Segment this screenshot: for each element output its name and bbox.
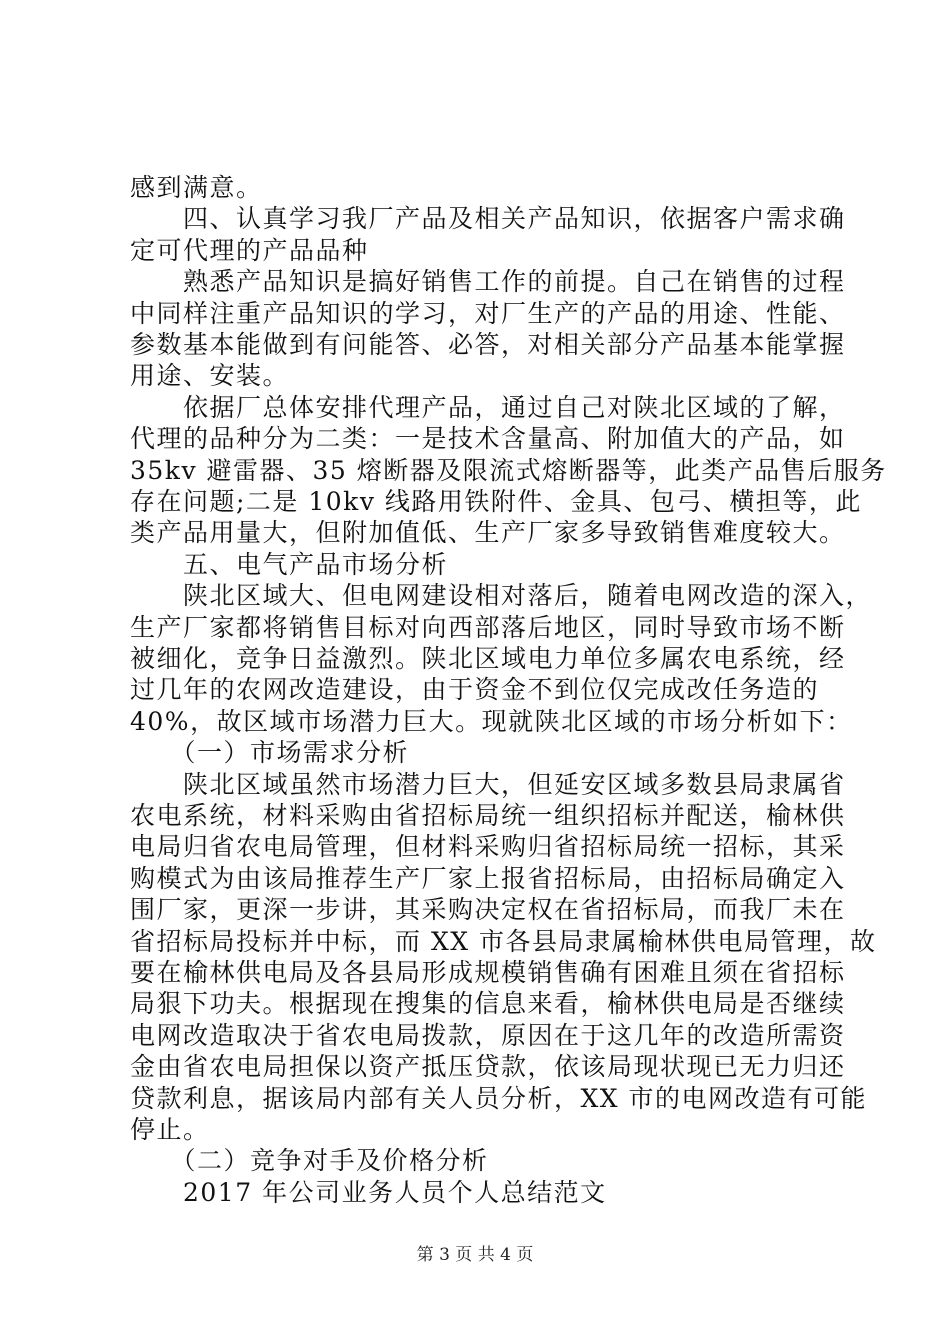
text-line: 五、电气产品市场分析 xyxy=(130,550,449,579)
text-line: 过几年的农网改造建设，由于资金不到位仅完成改任务造的 xyxy=(130,675,820,704)
text-line: 购模式为由该局推荐生产厂家上报省招标局，由招标局确定入 xyxy=(130,864,846,893)
text-line: 参数基本能做到有问能答、必答，对相关部分产品基本能掌握 xyxy=(130,330,846,359)
text-line: 省招标局投标并中标，而 XX 市各县局隶属榆林供电局管理，故 xyxy=(130,927,877,956)
text-line: 定可代理的产品品种 xyxy=(130,236,369,265)
text-line: 35kv 避雷器、35 熔断器及限流式熔断器等，此类产品售后服务 xyxy=(130,456,887,485)
text-line: 金由省农电局担保以资产抵压贷款，依该局现状现已无力归还 xyxy=(130,1052,846,1081)
text-line: 围厂家，更深一步讲，其采购决定权在省招标局，而我厂未在 xyxy=(130,895,846,924)
text-line: 停止。 xyxy=(130,1115,210,1144)
text-line: 中同样注重产品知识的学习，对厂生产的产品的用途、性能、 xyxy=(130,299,846,328)
text-line: 被细化，竞争日益激烈。陕北区域电力单位多属农电系统，经 xyxy=(130,644,846,673)
text-line: 电局归省农电局管理，但材料采购归省招标局统一招标，其采 xyxy=(130,832,846,861)
text-line: （一）市场需求分析 xyxy=(130,738,410,767)
text-line: 2017 年公司业务人员个人总结范文 xyxy=(130,1178,607,1207)
text-line: 熟悉产品知识是搞好销售工作的前提。自己在销售的过程 xyxy=(130,267,846,296)
text-line: （二）竞争对手及价格分析 xyxy=(130,1146,489,1175)
text-line: 类产品用量大，但附加值低、生产厂家多导致销售难度较大。 xyxy=(130,518,846,547)
text-line: 陕北区域虽然市场潜力巨大，但延安区域多数县局隶属省 xyxy=(130,770,846,799)
text-line: 陕北区域大、但电网建设相对落后，随着电网改造的深入， xyxy=(130,581,873,610)
text-line: 感到满意。 xyxy=(130,173,263,202)
text-line: 代理的品种分为二类：一是技术含量高、附加值大的产品，如 xyxy=(130,424,846,453)
text-line: 生产厂家都将销售目标对向西部落后地区，同时导致市场不断 xyxy=(130,613,846,642)
text-line: 农电系统，材料采购由省招标局统一组织招标并配送，榆林供 xyxy=(130,801,846,830)
text-line: 四、认真学习我厂产品及相关产品知识，依据客户需求确 xyxy=(130,204,846,233)
text-line: 要在榆林供电局及各县局形成规模销售确有困难且须在省招标 xyxy=(130,958,846,987)
text-line: 局狠下功夫。根据现在搜集的信息来看，榆林供电局是否继续 xyxy=(130,989,846,1018)
page-footer: 第 3 页 共 4 页 xyxy=(416,1245,534,1265)
text-line: 贷款利息，据该局内部有关人员分析，XX 市的电网改造有可能 xyxy=(130,1084,868,1113)
text-line: 存在问题;二是 10kv 线路用铁附件、金具、包弓、横担等，此 xyxy=(130,487,862,516)
text-line: 用途、安装。 xyxy=(130,361,290,390)
text-line: 40%，故区域市场潜力巨大。现就陕北区域的市场分析如下： xyxy=(130,707,853,736)
text-line: 依据厂总体安排代理产品，通过自己对陕北区域的了解， xyxy=(130,393,846,422)
text-line: 电网改造取决于省农电局拨款，原因在于这几年的改造所需资 xyxy=(130,1021,846,1050)
